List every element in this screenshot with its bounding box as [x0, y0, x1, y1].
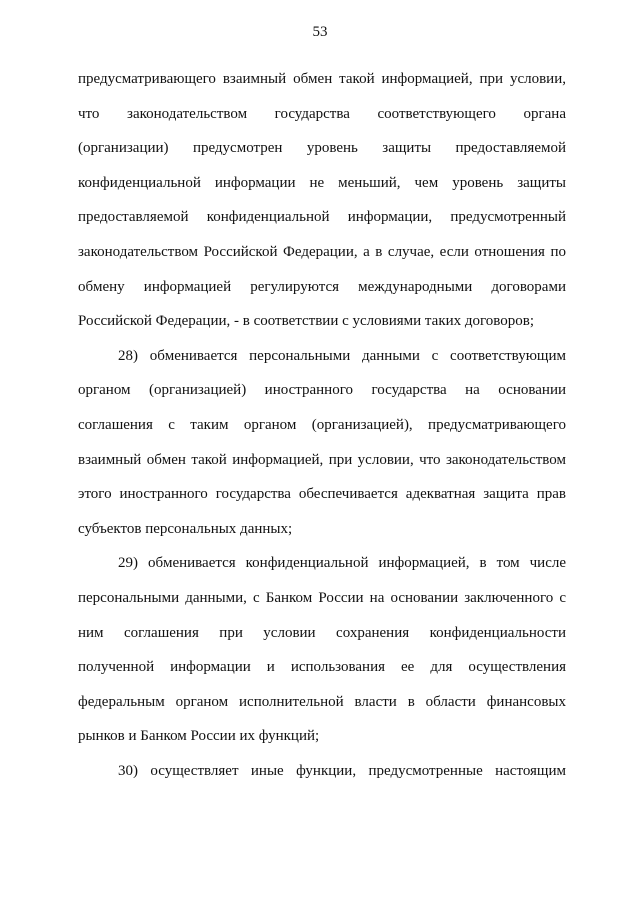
text-line: законодательством Российской Федерации, а в случае, если отношения по [78, 243, 566, 260]
text-line: Российской Федерации, - в соответствии с условиями таких договоров; [78, 313, 535, 330]
text-line: субъектов персональных данных; [78, 520, 293, 537]
text-line: полученной информации и использования ее для осуществления [78, 659, 566, 676]
text-line: предоставляемой конфиденциальной информации, предусмотренный [78, 209, 566, 226]
paragraph [78, 754, 566, 789]
paragraph [78, 62, 566, 339]
text-line: рынков и Банком России их функций; [78, 728, 320, 745]
text-line: персональными данными, с Банком России на основании заключенного с [78, 589, 566, 606]
paragraph [78, 546, 566, 754]
page-number: 53 [312, 24, 328, 40]
text-line: 29) обменивается конфиденциальной информацией, в том числе [118, 555, 566, 572]
text-line: предусматривающего взаимный обмен такой информацией, при условии, [78, 71, 566, 87]
text-line: что законодательством государства соответствующего органа [78, 105, 566, 122]
text-line: 30) осуществляет иные функции, предусмотренные настоящим [118, 762, 566, 779]
text-line: этого иностранного государства обеспечивается адекватная защита прав [78, 486, 566, 503]
text-line: соглашения с таким органом (организацией), предусматривающего [78, 416, 566, 433]
text-line: 28) обменивается персональными данными с соответствующим [118, 347, 566, 364]
paragraph [78, 339, 566, 547]
text-line: конфиденциальной информации не меньший, чем уровень защиты [78, 174, 566, 191]
text-line: органом (организацией) иностранного государства на основании [78, 382, 566, 399]
text-line: обмену информацией регулируются международными договорами [78, 278, 566, 295]
text-line: ним соглашения при условии сохранения конфиденциальности [78, 624, 566, 641]
text-line: федеральным органом исполнительной власти в области финансовых [78, 693, 566, 710]
document-body [78, 62, 566, 788]
text-line: взаимный обмен такой информацией, при условии, что законодательством [78, 451, 566, 468]
text-line: (организации) предусмотрен уровень защиты предоставляемой [78, 140, 566, 157]
